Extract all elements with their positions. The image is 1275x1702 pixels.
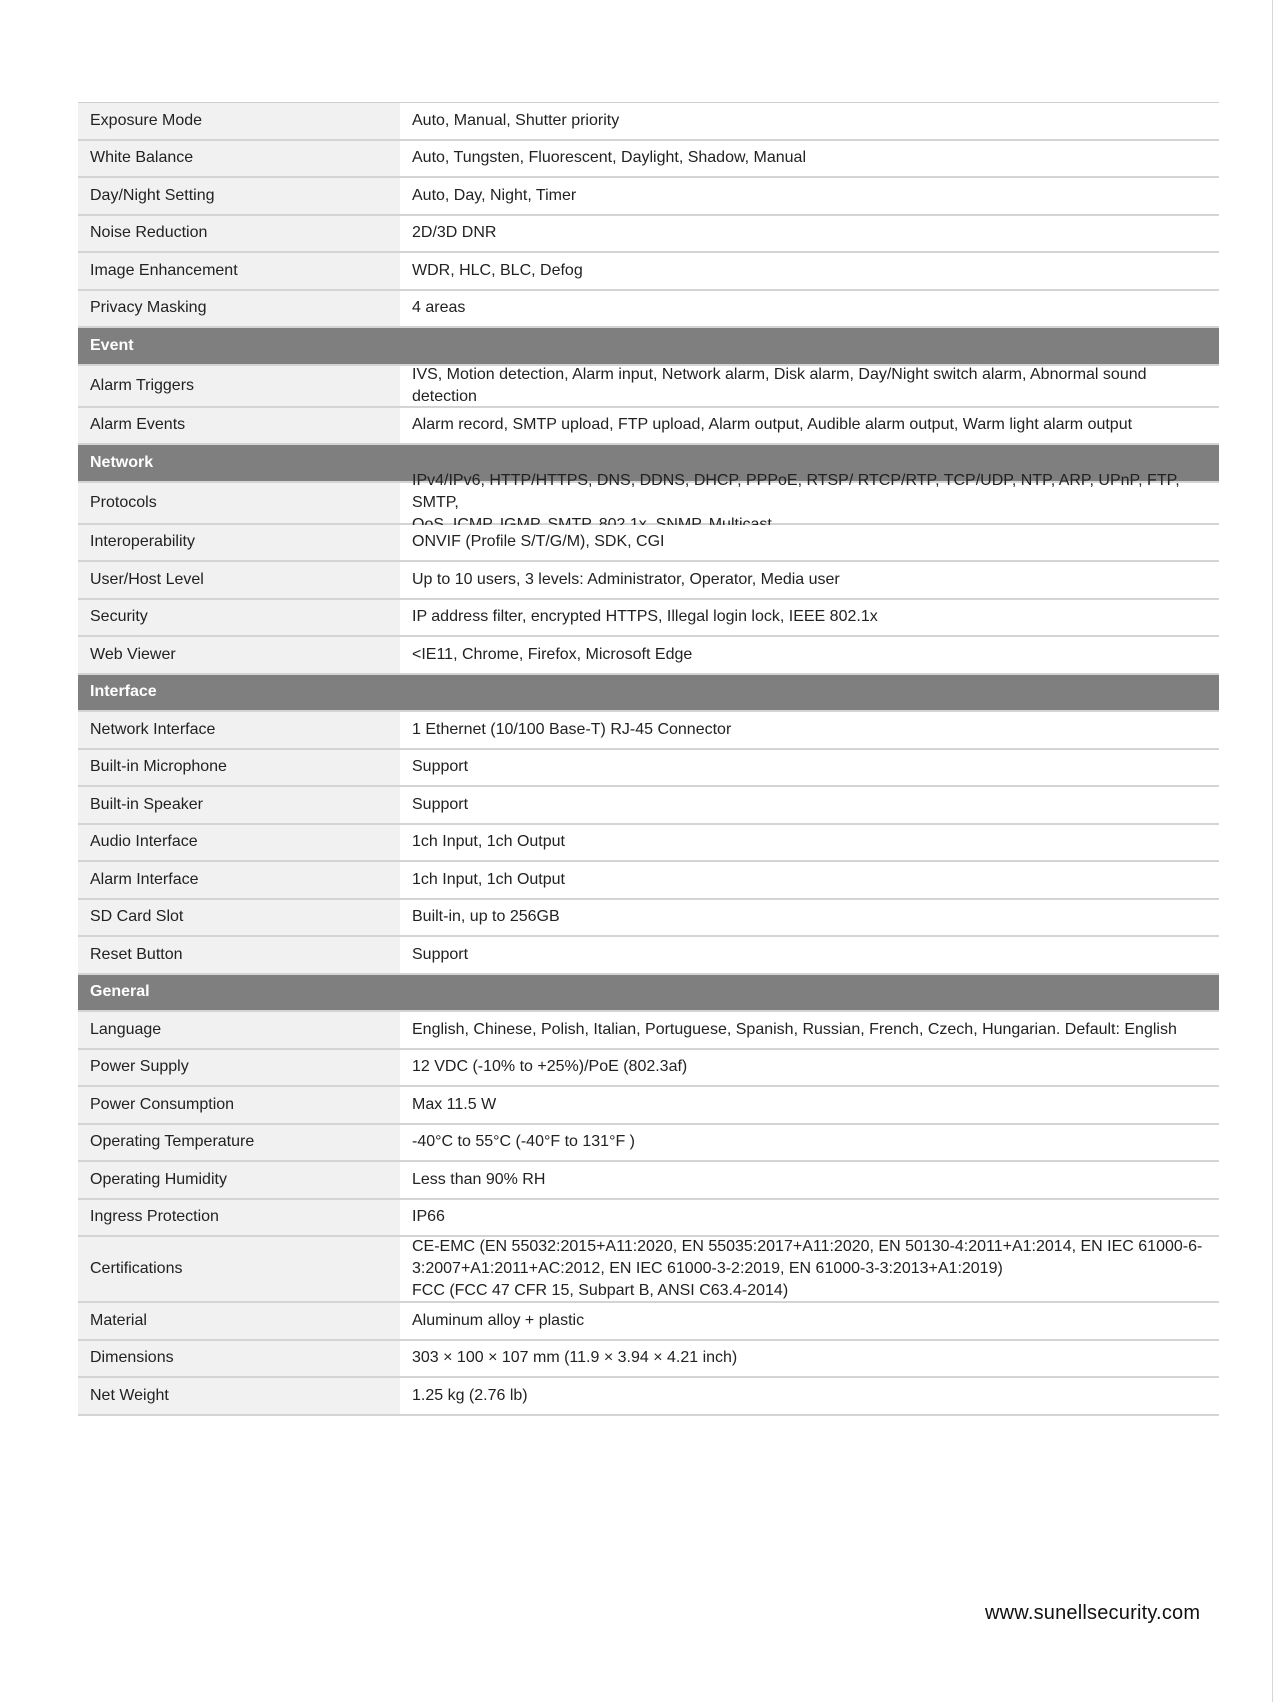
row-value: 2D/3D DNR (400, 216, 1219, 252)
row-label: Certifications (78, 1237, 400, 1301)
row-label: Power Supply (78, 1050, 400, 1086)
row-value: Auto, Tungsten, Fluorescent, Daylight, Shadow, Manual (400, 141, 1219, 177)
row-label: Built-in Speaker (78, 787, 400, 823)
row-value: Less than 90% RH (400, 1162, 1219, 1198)
row-label: Network Interface (78, 712, 400, 748)
table-row (78, 103, 1219, 141)
table-row (78, 1050, 1219, 1088)
row-value: Max 11.5 W (400, 1087, 1219, 1123)
row-label: Exposure Mode (78, 103, 400, 139)
row-label: Operating Humidity (78, 1162, 400, 1198)
table-row (78, 525, 1219, 563)
table-row (78, 1303, 1219, 1341)
table-row (78, 216, 1219, 254)
row-value-line: IVS, Motion detection, Alarm input, Network alarm, Disk alarm, Day/Night switch alarm, Abnormal sound (412, 365, 1147, 383)
row-label: User/Host Level (78, 562, 400, 598)
row-label: Net Weight (78, 1378, 400, 1414)
table-row (78, 1341, 1219, 1379)
row-value: Up to 10 users, 3 levels: Administrator, Operator, Media user (400, 562, 1219, 598)
table-row (78, 291, 1219, 329)
row-value (400, 1237, 1219, 1301)
table-row (78, 1012, 1219, 1050)
row-label: Protocols (78, 483, 400, 523)
table-row (78, 637, 1219, 675)
footer-website-link[interactable]: www.sunellsecurity.com (985, 1602, 1201, 1624)
row-value: IP address filter, encrypted HTTPS, Illegal login lock, IEEE 802.1x (400, 600, 1219, 636)
table-row (78, 1237, 1219, 1303)
table-row (78, 712, 1219, 750)
row-label: Privacy Masking (78, 291, 400, 327)
row-value: Aluminum alloy + plastic (400, 1303, 1219, 1339)
row-label: Operating Temperature (78, 1125, 400, 1161)
table-row (78, 1200, 1219, 1238)
row-label: Power Consumption (78, 1087, 400, 1123)
row-label: Audio Interface (78, 825, 400, 861)
row-value: Support (400, 937, 1219, 973)
table-row (78, 750, 1219, 788)
row-label: Day/Night Setting (78, 178, 400, 214)
row-value: Alarm record, SMTP upload, FTP upload, Alarm output, Audible alarm output, Warm light alarm output (400, 408, 1219, 444)
row-value-line: detection (412, 387, 477, 405)
row-value-line: 3:2007+A1:2011+AC:2012, EN IEC 61000-3-2:2019, EN 61000-3-3:2013+A1:2019) (412, 1260, 1003, 1277)
table-row (78, 937, 1219, 975)
row-label: SD Card Slot (78, 900, 400, 936)
row-label: Material (78, 1303, 400, 1339)
table-row (78, 825, 1219, 863)
table-row (78, 1378, 1219, 1416)
row-value: -40°C to 55°C (-40°F to 131°F ) (400, 1125, 1219, 1161)
row-label: Reset Button (78, 937, 400, 973)
row-label: Web Viewer (78, 637, 400, 673)
row-value-line: CE-EMC (EN 55032:2015+A11:2020, EN 55035:2017+A11:2020, EN 50130-4:2011+A1:2014, EN IEC 61000-6- (412, 1238, 1203, 1255)
row-label: Image Enhancement (78, 253, 400, 289)
row-label: Built-in Microphone (78, 750, 400, 786)
row-value: ONVIF (Profile S/T/G/M), SDK, CGI (400, 525, 1219, 561)
row-value: English, Chinese, Polish, Italian, Portuguese, Spanish, Russian, French, Czech, Hungarian. Default: English (400, 1012, 1219, 1048)
table-row (78, 787, 1219, 825)
row-value: 1ch Input, 1ch Output (400, 862, 1219, 898)
row-value: IP66 (400, 1200, 1219, 1236)
table-row (78, 408, 1219, 446)
table-row (78, 862, 1219, 900)
row-label: White Balance (78, 141, 400, 177)
row-label: Security (78, 600, 400, 636)
spec-table (78, 102, 1219, 1416)
section-header-general: General (78, 975, 1219, 1013)
row-value: <IE11, Chrome, Firefox, Microsoft Edge (400, 637, 1219, 673)
row-value: Auto, Manual, Shutter priority (400, 103, 1219, 139)
row-value-line: IPv4/IPv6, HTTP/HTTPS, DNS, DDNS, DHCP, PPPoE, RTSP/ RTCP/RTP, TCP/UDP, NTP, ARP, UPnP, FTP, SMTP, (412, 471, 1180, 511)
row-label: Noise Reduction (78, 216, 400, 252)
table-row (78, 1087, 1219, 1125)
table-row (78, 471, 1219, 525)
row-label: Alarm Interface (78, 862, 400, 898)
row-label: Alarm Events (78, 408, 400, 444)
row-label: Interoperability (78, 525, 400, 561)
table-row (78, 1162, 1219, 1200)
table-row (78, 1125, 1219, 1163)
row-value: Support (400, 787, 1219, 823)
table-row (78, 141, 1219, 179)
row-value: Built-in, up to 256GB (400, 900, 1219, 936)
section-header-network: Network (78, 445, 1219, 483)
table-row (78, 600, 1219, 638)
row-value: 303 × 100 × 107 mm (11.9 × 3.94 × 4.21 inch) (400, 1341, 1219, 1377)
row-label: Alarm Triggers (78, 366, 400, 406)
row-value: WDR, HLC, BLC, Defog (400, 253, 1219, 289)
section-header-interface: Interface (78, 675, 1219, 713)
table-row (78, 178, 1219, 216)
row-value (400, 471, 1219, 523)
table-row (78, 366, 1219, 408)
row-label: Language (78, 1012, 400, 1048)
row-value-line: FCC (FCC 47 CFR 15, Subpart B, ANSI C63.4-2014) (412, 1282, 789, 1299)
table-row (78, 900, 1219, 938)
row-value (400, 366, 1219, 406)
row-value: 4 areas (400, 291, 1219, 327)
section-header-event: Event (78, 328, 1219, 366)
page-edge-line (1272, 0, 1273, 1702)
row-value: 1ch Input, 1ch Output (400, 825, 1219, 861)
row-value: Support (400, 750, 1219, 786)
table-row (78, 562, 1219, 600)
table-row (78, 253, 1219, 291)
row-value: Auto, Day, Night, Timer (400, 178, 1219, 214)
row-label: Ingress Protection (78, 1200, 400, 1236)
row-value: 12 VDC (-10% to +25%)/PoE (802.3af) (400, 1050, 1219, 1086)
row-value: 1.25 kg (2.76 lb) (400, 1378, 1219, 1414)
row-label: Dimensions (78, 1341, 400, 1377)
row-value: 1 Ethernet (10/100 Base-T) RJ-45 Connector (400, 712, 1219, 748)
